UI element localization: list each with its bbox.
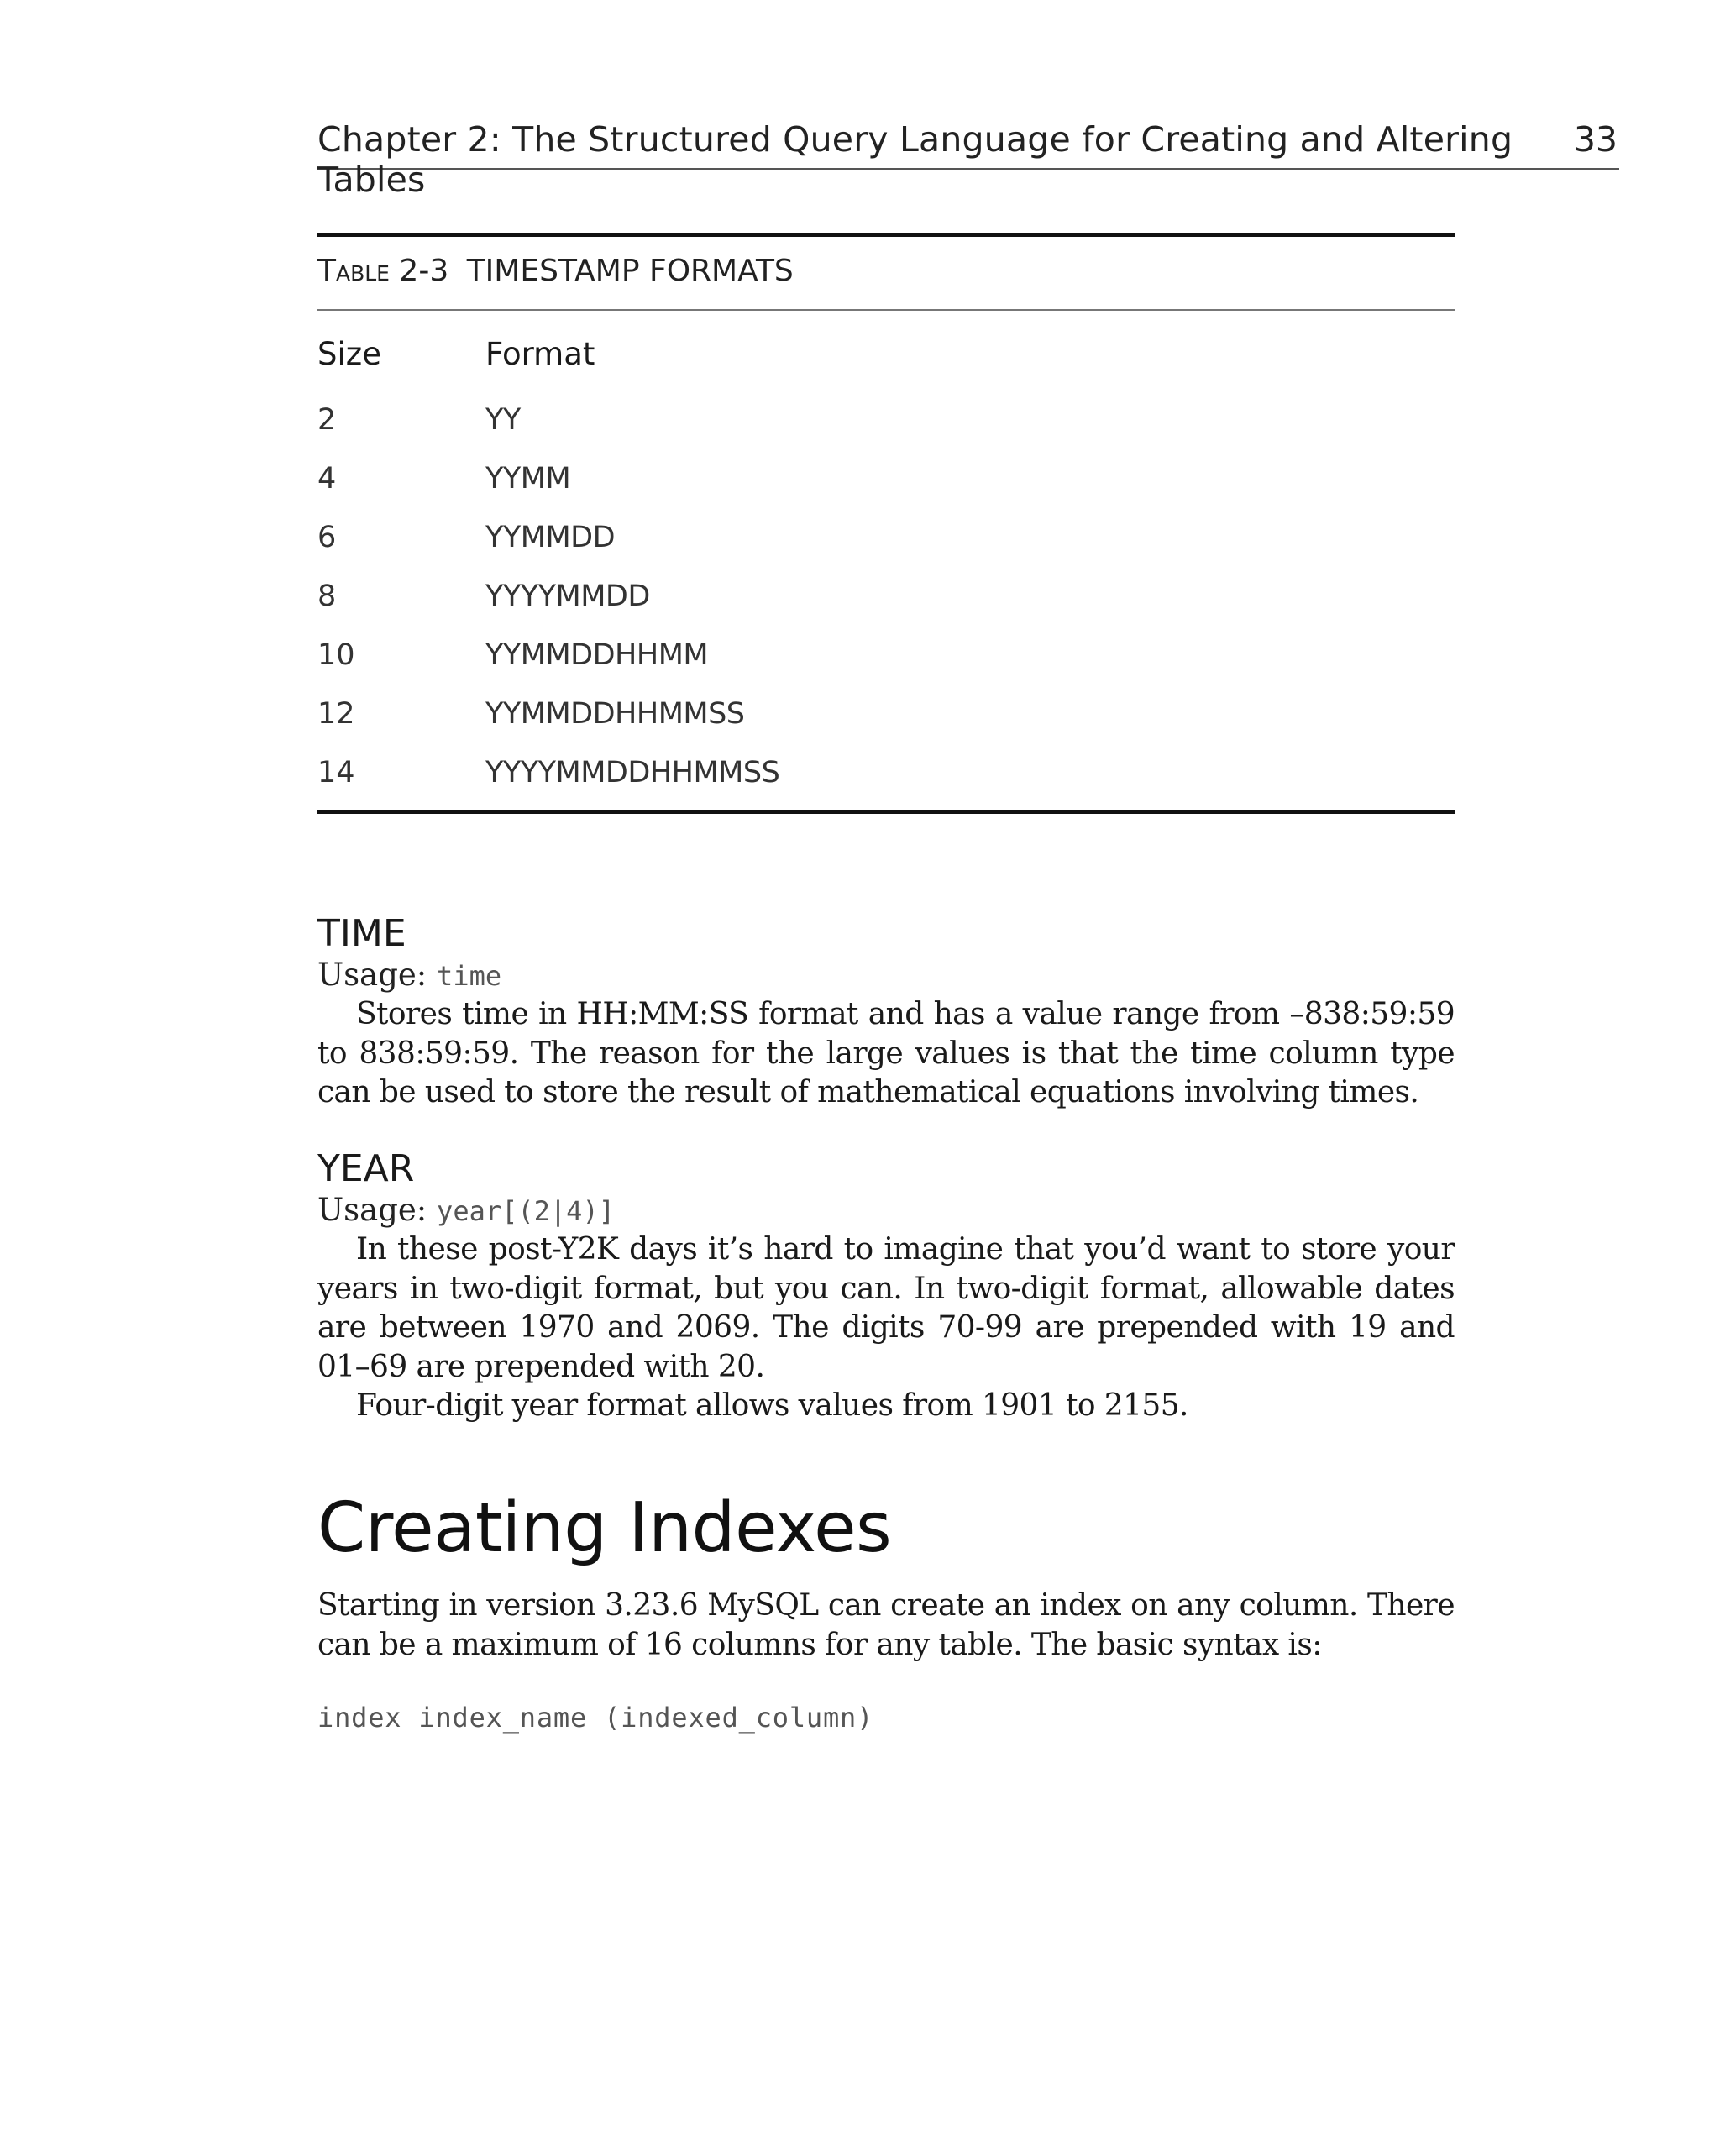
time-usage [317,956,1455,995]
table-row [317,756,1455,815]
chapter-title: Chapter 2: The Structured Query Language for Creating and Altering Tables [317,119,1513,200]
table-row [317,462,1455,521]
table-row [317,403,1455,462]
indexes-paragraph: Starting in version 3.23.6 MySQL can create an index on any column. There can be a maximum of 16 columns for any table. The basic syntax is: [317,1588,1455,1662]
table-title: TIMESTAMP FORMATS [466,254,794,288]
size-cell: 8 [317,580,337,613]
format-cell: YYMMDD [485,521,616,554]
table-label: Table [317,254,390,288]
format-cell: YYYYMMDD [485,580,650,613]
year-usage [317,1191,1455,1230]
size-cell: 10 [317,638,355,672]
year-section [317,1147,1455,1426]
creating-indexes-heading: Creating Indexes [317,1488,892,1568]
usage-code: time [437,960,502,992]
table-row [317,580,1455,638]
size-cell: 12 [317,697,355,731]
format-cell: YYMMDDHHMMSS [485,697,745,731]
time-paragraph: Stores time in HH:MM:SS format and has a value range from –838:59:59 to 838:59:59. The reason for the large values is that the time column type can be used to store the result of mathematical equations involving times. [317,997,1455,1109]
table-row [317,638,1455,697]
time-section [317,912,1455,1113]
running-header [317,119,1619,200]
column-header-size: Size [317,336,381,372]
table-number: 2-3 [399,254,449,288]
year-paragraph-2: Four-digit year format allows values from 1901 to 2155. [356,1388,1188,1423]
year-paragraph: In these post-Y2K days it’s hard to imagine that you’d want to store your years in two-digit format, but you can. In two-digit format, allowable dates are between 1970 and 2069. The digits 70-99 are prepended with 19 and 01–69 are prepended with 20. [317,1232,1455,1384]
year-heading: YEAR [317,1147,415,1190]
column-header-format: Format [485,336,595,372]
table-body [317,395,1455,810]
creating-indexes-section [317,1488,1455,1734]
table-row [317,521,1455,580]
table-header-row [317,311,1455,395]
timestamp-formats-table [317,233,1455,814]
usage-code: year[(2|4)] [437,1195,615,1227]
time-heading: TIME [317,912,406,955]
size-cell: 2 [317,403,337,437]
size-cell: 4 [317,462,337,496]
format-cell: YY [485,403,521,437]
table-caption [317,237,1455,309]
page-number: 33 [1573,119,1618,160]
format-cell: YYYYMMDDHHMMSS [485,756,780,789]
usage-label: Usage: [317,957,427,993]
usage-label: Usage: [317,1192,427,1228]
size-cell: 6 [317,521,337,554]
index-syntax-code: index index_name (indexed_column) [317,1702,874,1734]
table-row [317,697,1455,756]
size-cell: 14 [317,756,355,789]
format-cell: YYMMDDHHMM [485,638,709,672]
format-cell: YYMM [485,462,571,496]
